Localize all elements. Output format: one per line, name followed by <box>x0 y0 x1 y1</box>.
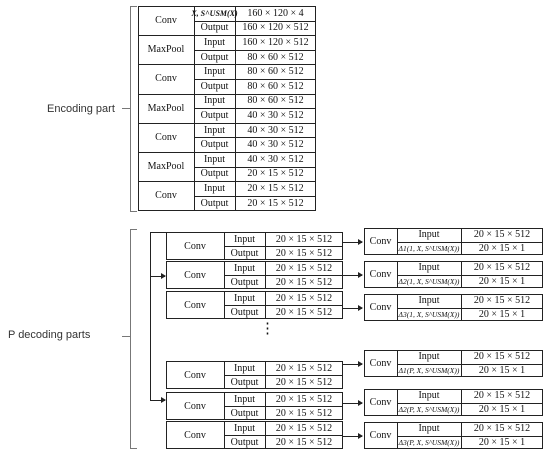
encoder-in-label-5: Input <box>203 153 226 165</box>
encoder-out-value-0: 160 × 120 × 512 <box>242 22 309 34</box>
decoder-head-out-label-2: Δ3(1, X, S^USM(X)) <box>398 309 460 319</box>
decoder-head-arrow-0 <box>343 242 362 243</box>
decoder-head-in-label-1: Input <box>418 262 440 274</box>
encoder-row-divider-3 <box>194 108 316 109</box>
encoder-out-value-2: 80 × 60 × 512 <box>247 80 304 92</box>
encoder-row-divider-0 <box>194 21 316 22</box>
decoder-head-out-label-5: Δ3(P, X, S^USM(X)) <box>398 437 460 447</box>
encoder-group-divider-3 <box>138 94 316 95</box>
encoder-in-value-3: 80 × 60 × 512 <box>247 95 304 107</box>
decoder-head-in-label-4: Input <box>418 390 440 402</box>
decoder-head-in-label-3: Input <box>418 351 440 363</box>
encoder-row-divider-4 <box>194 137 316 138</box>
encoding-part-label: Encoding part <box>47 103 115 115</box>
decoder-conv-in-value-3: 20 × 15 × 512 <box>275 362 333 374</box>
encoder-op-2: Conv <box>155 73 177 85</box>
decoder-conv-in-value-1: 20 × 15 × 512 <box>275 262 333 274</box>
encoding-brace <box>130 6 137 212</box>
decoder-head-arrow-2 <box>343 308 362 309</box>
decoder-conv-op-0: Conv <box>184 240 206 252</box>
encoder-in-value-0: 160 × 120 × 4 <box>247 7 304 19</box>
decoder-head-in-value-1: 20 × 15 × 512 <box>473 262 531 274</box>
encoder-row-divider-1 <box>194 50 316 51</box>
decoder-head-in-label-0: Input <box>418 229 440 241</box>
decoding-parts-label: P decoding parts <box>8 329 91 341</box>
encoder-group-divider-6 <box>138 181 316 182</box>
encoder-in-label-2: Input <box>203 66 226 78</box>
encoder-in-value-4: 40 × 30 × 512 <box>247 124 304 136</box>
encoder-in-label-4: Input <box>203 124 226 136</box>
decoder-conv-in-value-0: 20 × 15 × 512 <box>275 233 333 245</box>
encoder-out-label-2: Output <box>200 80 229 92</box>
decoder-conv-in-value-5: 20 × 15 × 512 <box>275 422 333 434</box>
encoder-out-label-1: Output <box>200 51 229 63</box>
decoder-head-arrow-3 <box>343 364 362 365</box>
decoder-conv-op-5: Conv <box>184 429 206 441</box>
encoder-group-divider-5 <box>138 152 316 153</box>
decoder-conv-in-label-5: Input <box>233 422 256 434</box>
decoder-conv-in-label-0: Input <box>233 233 256 245</box>
decoder-head-out-label-3: Δ1(P, X, S^USM(X)) <box>398 365 460 375</box>
decoder-conv-out-value-3: 20 × 15 × 512 <box>275 376 333 388</box>
decoder-conv-in-label-4: Input <box>233 393 256 405</box>
encoder-op-0: Conv <box>155 15 177 27</box>
decoder-conv-out-value-5: 20 × 15 × 512 <box>275 436 333 448</box>
encoder-in-value-1: 160 × 120 × 512 <box>242 36 309 48</box>
encoder-op-4: Conv <box>155 131 177 143</box>
decoder-head-in-value-4: 20 × 15 × 512 <box>473 390 531 402</box>
encoder-in-label-1: Input <box>203 36 226 48</box>
encoder-op-3: MaxPool <box>147 102 185 114</box>
decoder-arrow-1 <box>150 276 165 277</box>
decoder-head-op-1: Conv <box>369 269 392 280</box>
encoder-in-value-2: 80 × 60 × 512 <box>247 66 304 78</box>
encoder-row-divider-2 <box>194 79 316 80</box>
encoder-in-value-5: 40 × 30 × 512 <box>247 153 304 165</box>
encoder-row-divider-6 <box>194 196 316 197</box>
encoder-row-divider-5 <box>194 167 316 168</box>
encoder-out-value-4: 40 × 30 × 512 <box>247 139 304 151</box>
decoder-head-out-value-5: 20 × 15 × 1 <box>478 436 526 448</box>
decoder-head-in-value-5: 20 × 15 × 512 <box>473 423 531 435</box>
encoder-out-label-4: Output <box>200 139 229 151</box>
decoder-conv-op-3: Conv <box>184 369 206 381</box>
decoder-head-arrow-5 <box>343 436 362 437</box>
decoder-arrow-2 <box>150 400 165 401</box>
decoder-conv-op-4: Conv <box>184 400 206 412</box>
decoder-head-in-label-5: Input <box>418 423 440 435</box>
decoding-brace <box>130 229 137 449</box>
decoder-head-out-label-4: Δ2(P, X, S^USM(X)) <box>398 404 460 414</box>
encoder-out-value-3: 40 × 30 × 512 <box>247 109 304 121</box>
decoder-conv-out-label-4: Output <box>230 407 259 419</box>
decoder-conv-out-label-3: Output <box>230 376 259 388</box>
decoder-head-in-label-2: Input <box>418 295 440 307</box>
decoder-head-op-2: Conv <box>369 302 392 313</box>
encoding-brace-tick <box>122 108 130 109</box>
encoder-out-label-5: Output <box>200 168 229 180</box>
decoder-conv-op-2: Conv <box>184 299 206 311</box>
encoder-in-label-3: Input <box>203 95 226 107</box>
decoder-head-op-5: Conv <box>369 430 392 441</box>
encoder-op-1: MaxPool <box>147 44 185 56</box>
encoder-in-label-6: Input <box>203 182 226 194</box>
decoder-head-in-value-0: 20 × 15 × 512 <box>473 229 531 241</box>
decoder-head-op-4: Conv <box>369 397 392 408</box>
decoder-head-out-value-3: 20 × 15 × 1 <box>478 364 526 376</box>
decoder-conv-in-label-2: Input <box>233 292 256 304</box>
decoder-conv-out-label-0: Output <box>230 247 259 259</box>
decoder-head-out-value-0: 20 × 15 × 1 <box>478 242 526 254</box>
decoder-head-arrow-4 <box>343 403 362 404</box>
encoder-out-value-6: 20 × 15 × 512 <box>247 197 304 209</box>
encoder-in-value-6: 20 × 15 × 512 <box>247 182 304 194</box>
decoder-conv-in-value-2: 20 × 15 × 512 <box>275 292 333 304</box>
decoder-conv-out-value-1: 20 × 15 × 512 <box>275 276 333 288</box>
encoder-group-divider-1 <box>138 35 316 36</box>
decoder-conv-op-1: Conv <box>184 269 206 281</box>
encoder-out-value-1: 80 × 60 × 512 <box>247 51 304 63</box>
ellipsis: ⋮ <box>260 321 275 337</box>
decoder-conv-out-value-4: 20 × 15 × 512 <box>275 407 333 419</box>
encoder-in-label-0: X, S^USM(X) <box>191 8 238 18</box>
encoder-out-value-5: 20 × 15 × 512 <box>247 168 304 180</box>
decoder-conv-out-label-5: Output <box>230 436 259 448</box>
decoder-conv-out-label-1: Output <box>230 276 259 288</box>
decoder-conv-out-label-2: Output <box>230 306 259 318</box>
decoder-conv-in-label-3: Input <box>233 362 256 374</box>
decoder-head-out-label-0: Δ1(1, X, S^USM(X)) <box>398 243 460 253</box>
encoder-op-6: Conv <box>155 190 177 202</box>
encoder-out-label-3: Output <box>200 109 229 121</box>
encoder-out-label-6: Output <box>200 197 229 209</box>
encoder-group-divider-2 <box>138 64 316 65</box>
encoder-out-label-0: Output <box>200 22 229 34</box>
decoder-head-in-value-3: 20 × 15 × 512 <box>473 351 531 363</box>
decoder-head-op-0: Conv <box>369 236 392 247</box>
encoder-op-5: MaxPool <box>147 161 185 173</box>
decoding-brace-tick <box>122 336 130 337</box>
decoder-head-op-3: Conv <box>369 358 392 369</box>
decoder-head-out-value-4: 20 × 15 × 1 <box>478 403 526 415</box>
decoder-head-out-label-1: Δ2(1, X, S^USM(X)) <box>398 276 460 286</box>
decoder-conv-in-value-4: 20 × 15 × 512 <box>275 393 333 405</box>
decoder-head-in-value-2: 20 × 15 × 512 <box>473 295 531 307</box>
decoder-head-out-value-2: 20 × 15 × 1 <box>478 308 526 320</box>
decoder-conv-out-value-2: 20 × 15 × 512 <box>275 306 333 318</box>
decoder-conv-in-label-1: Input <box>233 262 256 274</box>
encoder-group-divider-4 <box>138 123 316 124</box>
decoder-head-out-value-1: 20 × 15 × 1 <box>478 275 526 287</box>
decoder-conv-out-value-0: 20 × 15 × 512 <box>275 247 333 259</box>
decoder-head-arrow-1 <box>343 275 362 276</box>
decoder-trunk-line <box>150 232 151 400</box>
